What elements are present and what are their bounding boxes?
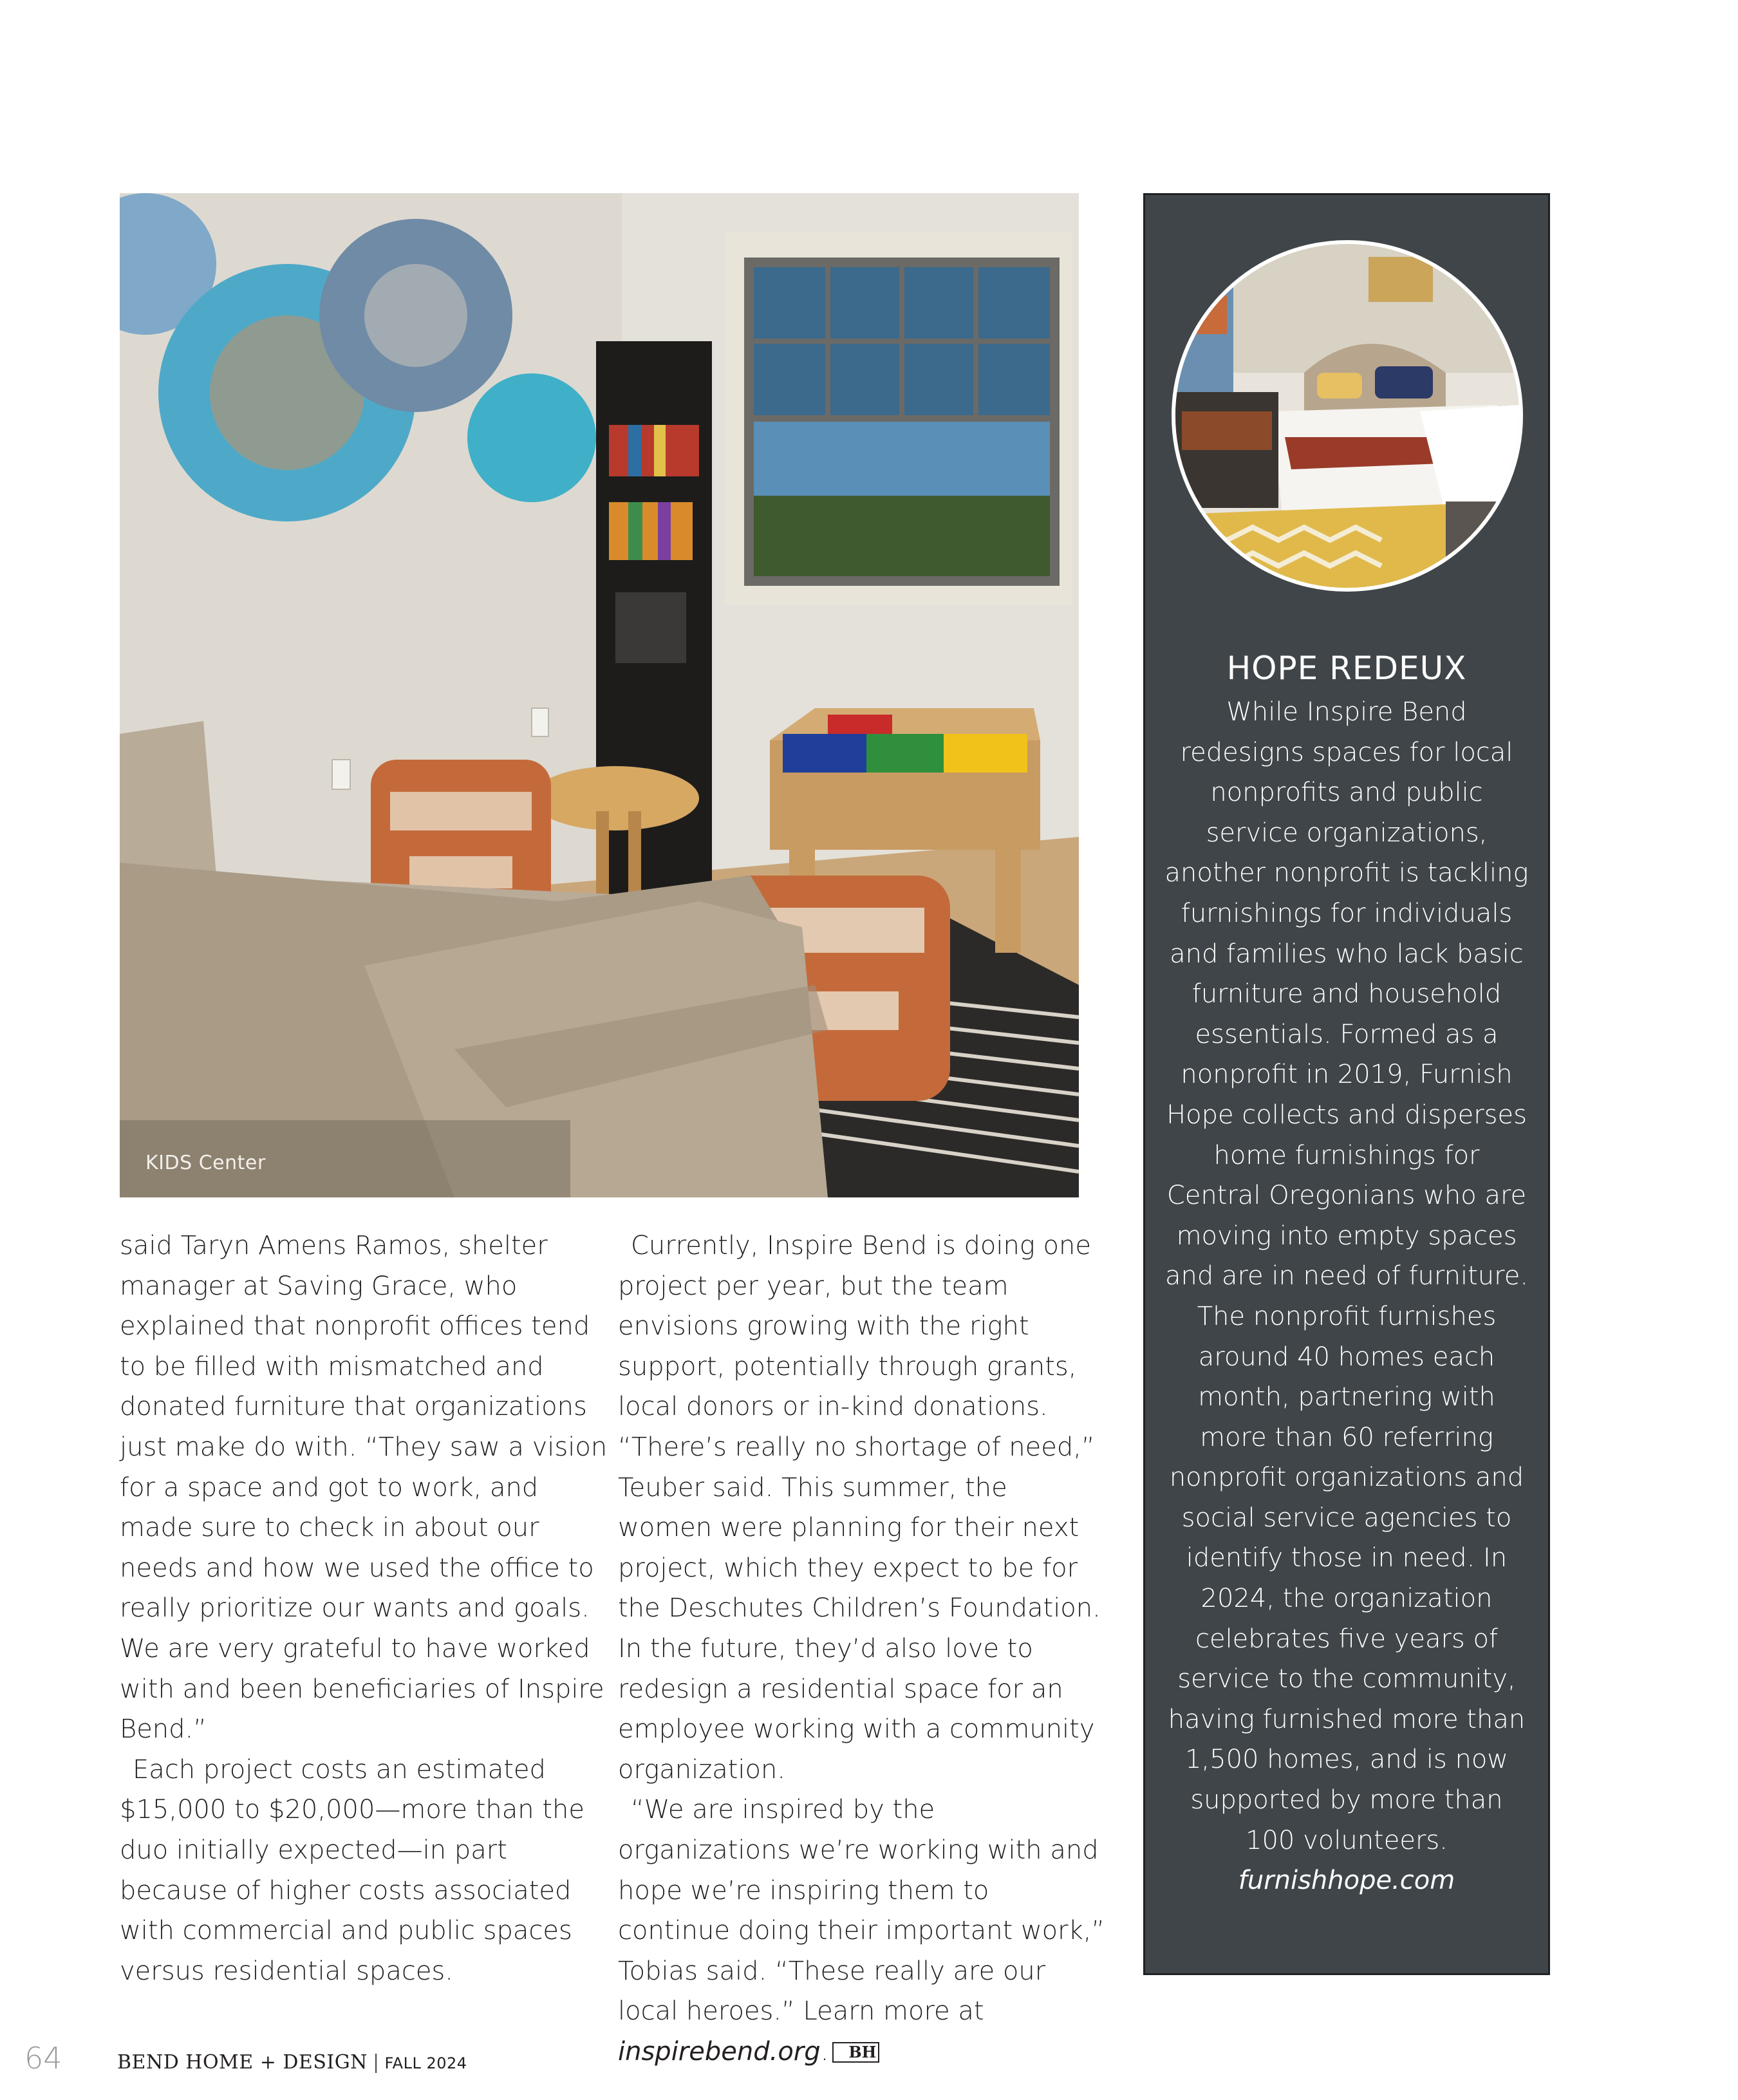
photo-caption: KIDS Center	[145, 1152, 266, 1174]
body-text: “We are inspired by the organizations we’re working with and hope we’re inspiring them to continue doing their important work,” Tobias said. “These really are our local heroes.” Learn more at	[618, 1795, 1105, 2027]
issue-label: FALL 2024	[384, 2054, 467, 2072]
footer-separator: |	[372, 2051, 380, 2074]
inspirebend-link[interactable]: inspirebend.org	[618, 2036, 821, 2067]
magazine-name: BEND HOME + DESIGN	[117, 2051, 368, 2074]
furnishhope-link[interactable]: furnishhope.com	[1238, 1866, 1455, 1896]
running-footer	[117, 2051, 467, 2074]
body-column-1	[120, 1226, 609, 1991]
body-paragraph: Each project costs an estimated $15,000 to $20,000—more than the duo initially expected—in part because of higher costs associated with commercial and public spaces versus residential spaces.	[120, 1754, 584, 1986]
sidebar-hope-redeux	[1143, 193, 1550, 1975]
feature-photo	[120, 193, 1079, 1197]
sidebar-title: HOPE REDEUX	[1226, 650, 1467, 687]
body-paragraph-final	[618, 1790, 1107, 2072]
period: .	[820, 2036, 829, 2067]
sidebar-paragraph: While Inspire Bend redesigns spaces for local nonprofits and public service organizations, another nonprofit is tackling furnishings for individuals and families who lack basic furniture and household essentials. Formed as a nonprofit in 2019, Furnish Hope collects and disperses home furnishings for Central Oregonians who are moving into empty spaces and are in need of furniture. The nonprofit furnishes around 40 homes each month, partnering with more than 60 referring nonprofit organizations and social service agencies to identify those in need. In 2024, the organization celebrates five years of service to the community, having furnished more than 1,500 homes, and is now supported by more than 100 volunteers.	[1164, 697, 1529, 1855]
kids-center-room-illustration	[120, 193, 1079, 1197]
bedroom-illustration	[1175, 244, 1519, 588]
sidebar-photo	[1172, 240, 1523, 592]
end-mark-icon: BH	[832, 2042, 879, 2063]
sidebar-body	[1164, 692, 1529, 1901]
page-number: 64	[24, 2041, 62, 2076]
body-paragraph: Currently, Inspire Bend is doing one project per year, but the team envisions growing with the right support, potentially through grants, local donors or in-kind donations. “There’s really no shortage of need,” Teuber said. This summer, the women were planning for their next project, which they expect to be for the Deschutes Children’s Foundation. In the future, they’d also love to redesign a residential space for an employee working with a community organization.	[618, 1231, 1101, 1785]
body-column-2	[618, 1226, 1107, 2072]
body-paragraph: said Taryn Amens Ramos, shelter manager at Saving Grace, who explained that nonprofit offices tend to be filled with mismatched and donated furniture that organizations just make do with. “They saw a vision for a space and got to work, and made sure to check in about our needs and how we used the office to really prioritize our wants and goals. We are very grateful to have worked with and been beneficiaries of Inspire Bend.”	[120, 1231, 608, 1745]
